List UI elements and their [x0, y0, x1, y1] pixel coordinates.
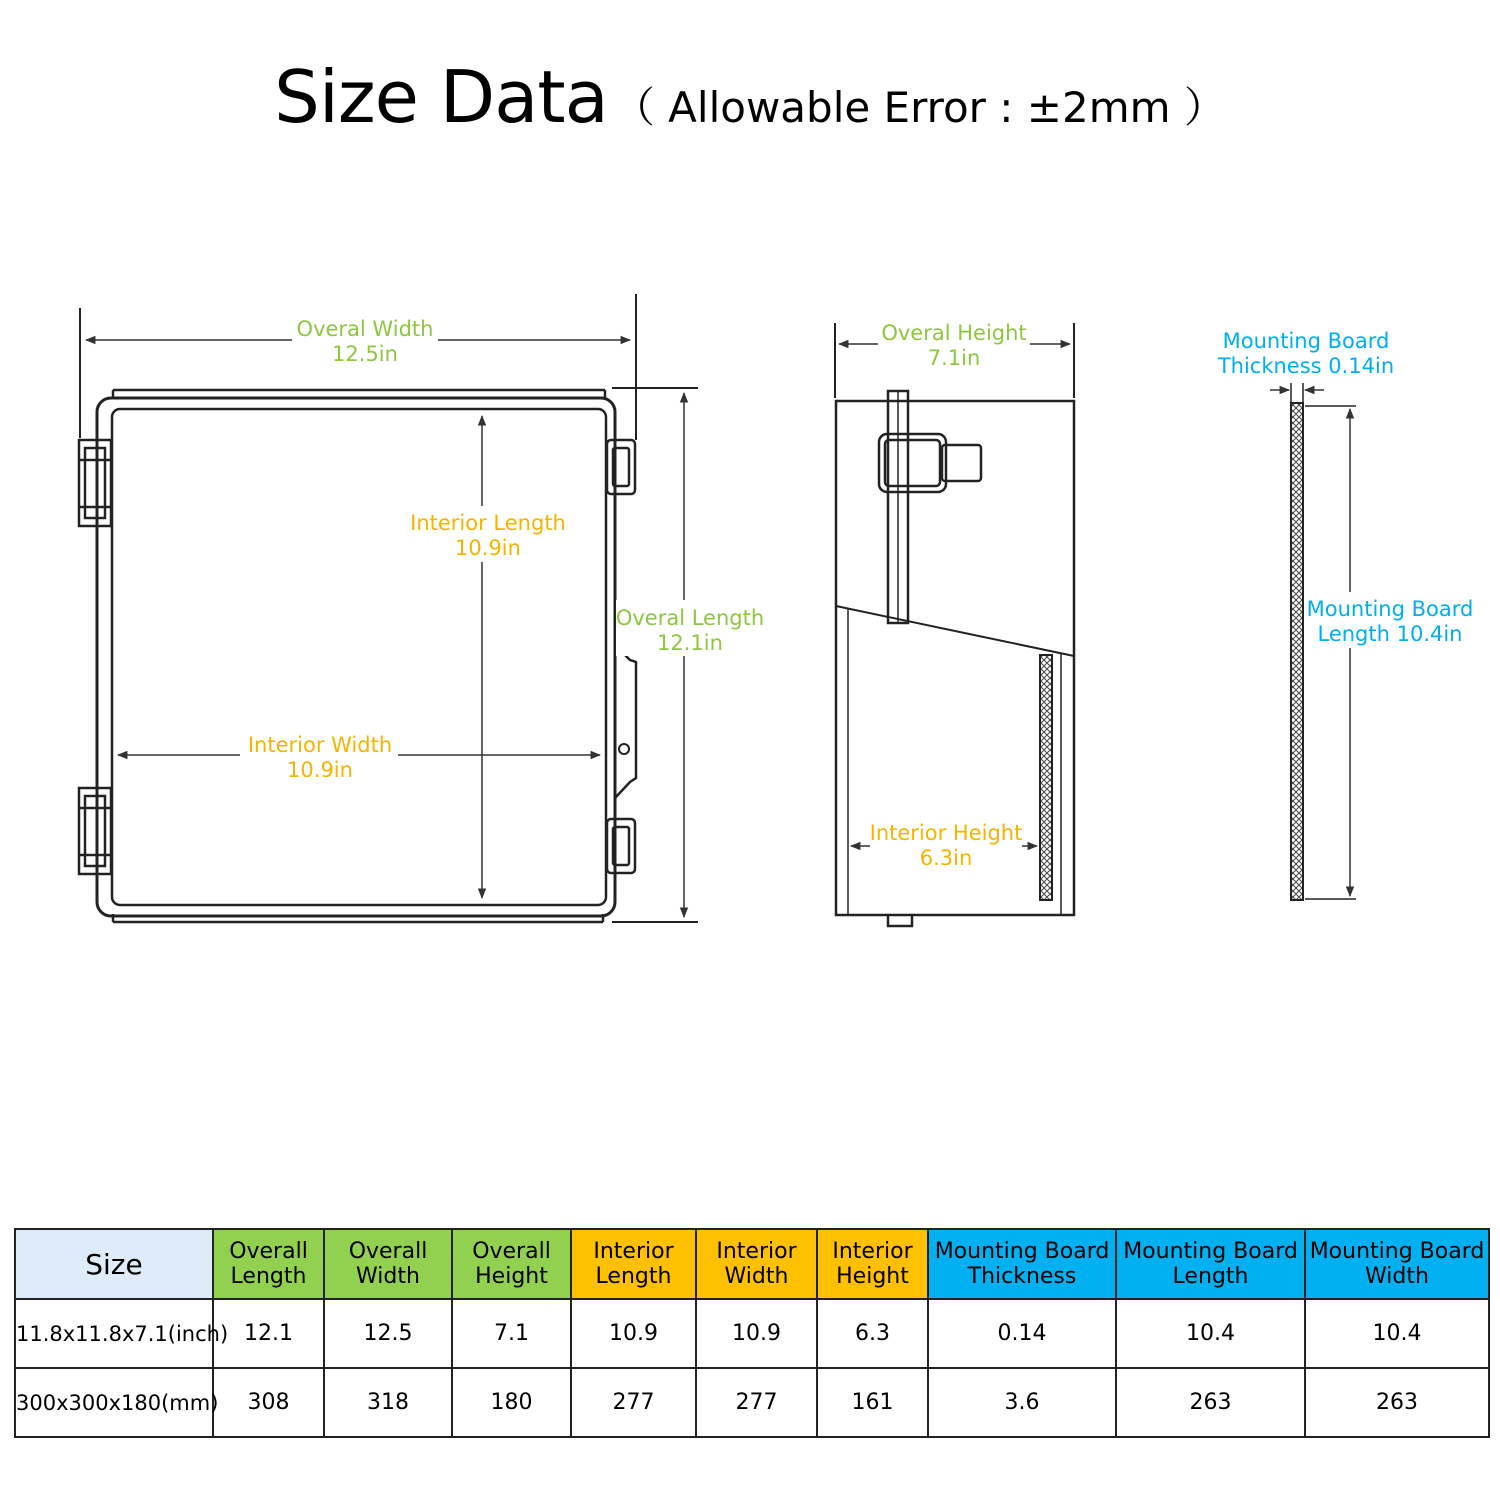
front-view — [79, 294, 766, 922]
header-overall-height: Overall Height — [452, 1229, 571, 1299]
size-header: Size — [15, 1229, 213, 1299]
hinge-bottom-icon — [79, 788, 111, 874]
table-cell: 10.9 — [571, 1299, 696, 1368]
header-interior-length: Interior Length — [571, 1229, 696, 1299]
table-cell: 308 — [213, 1368, 324, 1437]
hinge-top-icon — [79, 440, 111, 526]
table-cell: 277 — [696, 1368, 817, 1437]
latch-bottom-icon — [607, 819, 635, 873]
overall-length-value: 12.1in — [657, 631, 723, 655]
front-outer-body — [97, 398, 615, 916]
interior-width-value: 10.9in — [287, 758, 353, 782]
table-cell: 10.4 — [1305, 1299, 1489, 1368]
board-thickness-label: Mounting Board — [1222, 329, 1390, 353]
header-overall-length: Overall Length — [213, 1229, 324, 1299]
side-view — [835, 321, 1074, 926]
overall-height-label: Overal Height — [881, 321, 1027, 345]
table-row — [15, 1368, 1489, 1437]
header-board-thickness: Mounting Board Thickness — [928, 1229, 1116, 1299]
table-cell: 318 — [324, 1368, 452, 1437]
interior-width-label: Interior Width — [247, 733, 393, 757]
header-overall-width: Overall Width — [324, 1229, 452, 1299]
table-cell: 7.1 — [452, 1299, 571, 1368]
side-mounting-board — [1040, 655, 1052, 900]
lock-tab-icon — [615, 645, 636, 798]
table-cell: 12.5 — [324, 1299, 452, 1368]
header-board-length: Mounting Board Length — [1116, 1229, 1305, 1299]
front-inner-lid — [112, 409, 606, 905]
table-header-row — [15, 1229, 1489, 1299]
title-main: Size Data — [274, 55, 608, 139]
board-length-label: Mounting Board — [1306, 597, 1474, 621]
table-cell: 10.9 — [696, 1299, 817, 1368]
row-label: 300x300x180(mm) — [15, 1368, 213, 1437]
lock-hole-icon — [619, 744, 629, 754]
board-length-value: Length 10.4in — [1317, 622, 1463, 646]
overall-width-label: Overal Width — [296, 317, 434, 341]
table-cell: 263 — [1305, 1368, 1489, 1437]
title-subtitle: （ Allowable Error : ±2mm ） — [612, 83, 1226, 132]
size-table — [14, 1228, 1490, 1438]
table-cell: 180 — [452, 1368, 571, 1437]
side-latch-icon — [879, 434, 981, 492]
table-cell: 0.14 — [928, 1299, 1116, 1368]
interior-length-label: Interior Length — [410, 511, 566, 535]
latch-top-icon — [607, 440, 635, 494]
overall-height-value: 7.1in — [927, 346, 981, 370]
table-cell: 3.6 — [928, 1368, 1116, 1437]
header-interior-width: Interior Width — [696, 1229, 817, 1299]
table-cell: 6.3 — [817, 1299, 928, 1368]
board-thickness-value: Thickness 0.14in — [1217, 354, 1395, 378]
board-view — [1217, 329, 1476, 900]
table-cell: 10.4 — [1116, 1299, 1305, 1368]
row-label: 11.8x11.8x7.1(inch) — [15, 1299, 213, 1368]
overall-length-label: Overal Length — [615, 606, 765, 630]
interior-height-label: Interior Height — [869, 821, 1023, 845]
table-cell: 12.1 — [213, 1299, 324, 1368]
mounting-board-shape — [1291, 403, 1303, 900]
table-cell: 263 — [1116, 1368, 1305, 1437]
interior-height-value: 6.3in — [919, 846, 973, 870]
header-board-width: Mounting Board Width — [1305, 1229, 1489, 1299]
table-cell: 161 — [817, 1368, 928, 1437]
overall-width-value: 12.5in — [332, 342, 398, 366]
interior-length-value: 10.9in — [455, 536, 521, 560]
table-cell: 277 — [571, 1368, 696, 1437]
table-row — [15, 1299, 1489, 1368]
header-interior-height: Interior Height — [817, 1229, 928, 1299]
